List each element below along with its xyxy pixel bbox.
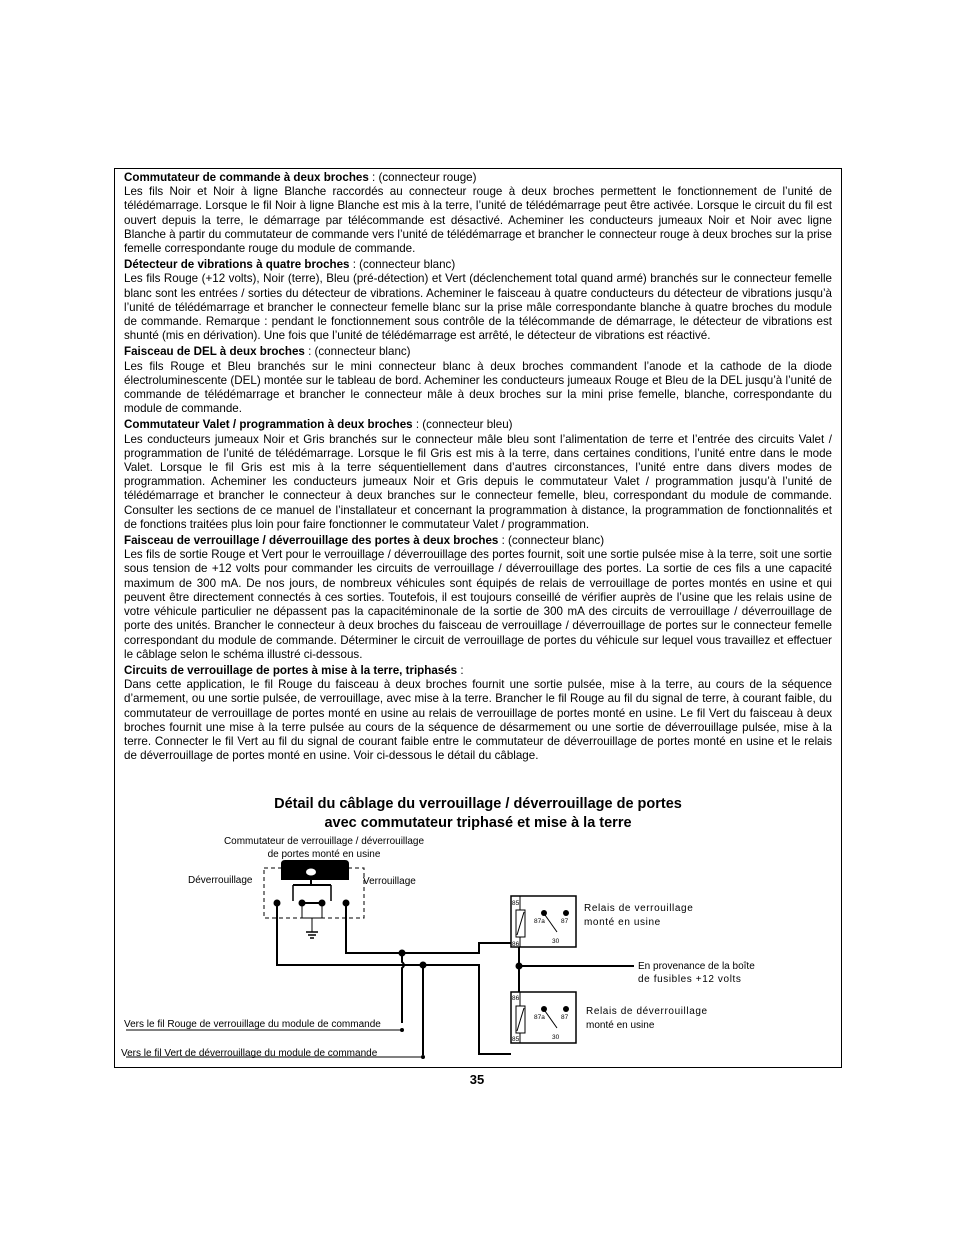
relay-pin-30: 30: [552, 938, 560, 945]
section-body: Les fils Rouge (+12 volts), Noir (terre), Bleu (pré-détection) et Vert (déclenchement total quand armé) branchés sur le connecteur femelle blanc sont les entrées / sorties du détecteur de vibrations. Acheminer le faisceau à quatre conducteurs du détecteur de vibrations jusqu’à l’unité de télédémarrage et brancher le connecteur femelle blanc sur la prise mâle correspondante blanche à quatre broches du module de commande. Remarque : pendant le fonctionnement sous contrôle de la télécommande de démarrage, le détecteur de vibrations est shunté (mis en dérivation). Une fois que l’unité de télédémarrage est arrêté, le détecteur de vibrations est réactivé.: [124, 272, 832, 343]
relay-contact-87a: [541, 1006, 547, 1012]
heading-connector: : (connecteur blanc): [349, 258, 456, 272]
unlock-relay-label-line1: Relais de déverrouillage: [586, 1006, 708, 1017]
section-body: Les fils de sortie Rouge et Vert pour le verrouillage / déverrouillage des portes fournit, soit une sortie pulsée mise à la terre, soit une sortie sous tension de +12 volts pour commander les circuits de verrouillage / déverrouillage des portes. La sortie de ces fils a une capacité maximum de 300 mA. De nos jours, de nombreux véhicules sont équipés de relais de verrouillage de portes montés en usine et qui peuvent être directement connectés à ces sorties. Toutefois, il est toujours conseillé de vérifier auprès de l’usine que les relais usine de votre véhicule particulier ne dépassent pas la capacitéminonale de la sortie de 300 mA des circuits de verrouillage / déverrouillage de porte des unités. Brancher le connecteur à deux broches du faisceau de verrouillage / déverrouillage de portes sur le connecteur femelle correspondant du module de commande. Déterminer le circuit de verrouillage de portes du véhicule sur lequel vous travaillez et effectuer le câblage selon le schéma illustré ci-dessous.: [124, 548, 832, 661]
junction-dot: [516, 963, 523, 970]
relay-pin-85: 85: [512, 900, 520, 907]
red-wire-label: Vers le fil Rouge de verrouillage du module de commande: [124, 1019, 381, 1030]
heading-title: Faisceau de DEL à deux broches: [124, 345, 305, 359]
fuse-label-line2: de fusibles +12 volts: [638, 974, 742, 985]
wire-lock-signal: [346, 903, 402, 953]
heading-title: Circuits de verrouillage de portes à mise à la terre, triphasés: [124, 663, 458, 677]
relay-pin-87a: 87a: [534, 1014, 545, 1021]
wire-red-to-module: [402, 953, 404, 1023]
junction-dot: [400, 1028, 404, 1032]
relay-pin-87: 87: [561, 1014, 569, 1021]
lock-relay: [511, 896, 576, 948]
section-body: Les fils Noir et Noir à ligne Blanche raccordés au connecteur rouge à deux broches permettent le fonctionnement de l’unité de télédémarrage. Lorsque le fil Noir à ligne Blanche est mis à la terre, l’unité de télédémarrage peut être activée. Lorsque le circuit du fil est ouvert depuis la terre, le démarrage par télécommande est désactivé. Acheminer les conducteurs jumeaux Noir et Noir avec ligne Blanche à partir du commutateur de commande vers l’unité de télédémarrage et brancher le connecteur rouge à deux broches sur la prise femelle correspondante rouge du module de commande.: [124, 185, 832, 256]
fuse-label-line1: En provenance de la boîte: [638, 961, 755, 972]
heading-title: Commutateur de commande à deux broches: [124, 171, 369, 184]
relay-pin-87: 87: [561, 918, 569, 925]
relay-pin-30: 30: [552, 1034, 560, 1041]
heading-connector: : (connecteur blanc): [498, 534, 605, 548]
section-body: Les fils Rouge et Bleu branchés sur le mini connecteur blanc à deux broches commandent l’anode et la cathode de la diode électroluminescente (DEL) montée sur le tableau de bord. Acheminer les conducteurs jumeaux Rouge et Bleu de la DEL jusqu’à l’unité de commande de télédémarrage et brancher le connecteur mâle à deux broches sur la mini prise femelle, blanche, correspondante du module de commande.: [124, 359, 832, 416]
lock-label: Verrouillage: [363, 876, 416, 887]
diagram-title-line1: Détail du câblage du verrouillage / déverrouillage de portes: [274, 796, 682, 812]
switch-rocker-hole: [306, 869, 316, 876]
heading-title: Commutateur Valet / programmation à deux broches: [124, 418, 413, 432]
factory-lock-switch: [264, 860, 364, 938]
unlock-relay-label-line2: monté en usine: [586, 1020, 655, 1031]
junction-dot: [399, 950, 406, 957]
green-wire-label: Vers le fil Vert de déverrouillage du module de commande: [121, 1048, 378, 1059]
relay-pin-86: 86: [512, 941, 520, 948]
section-body: Les conducteurs jumeaux Noir et Gris branchés sur le connecteur mâle bleu sont l’alimentation de terre et l’entrée des circuits Valet / programmation de l’unité de télédémarrage. Lorsque le fil Gris est mis à la terre, dans certaines conditions, l’unité entre dans le mode Valet. Lorsque le fil Gris est mis à la terre séquentiellement dans d’autres circonstances, l’unité entre dans divers modes de programmation. Acheminer les conducteurs jumeaux Noir et Gris depuis le commutateur Valet / programmation jusqu’à l’unité de télédémarrage et brancher le connecteur à deux branches sur le connecteur femelle, bleu, correspondant du module de commande. Consulter les sections de ce manuel de l’installateur et concernant la programmation à distance, la programmation de fonctionnalités et de fonctions traitées plus loin pour faire fonctionner le commutateur Valet / programmation.: [124, 432, 832, 531]
relay-contact-87a: [541, 910, 547, 916]
wire-lock-to-relay: [402, 943, 511, 953]
page-number: 35: [469, 1072, 485, 1087]
heading-title: Faisceau de verrouillage / déverrouillage des portes à deux broches: [124, 534, 499, 548]
relay-contact-87: [563, 910, 569, 916]
heading-connector: : (connecteur rouge): [368, 171, 477, 184]
switch-label-line2: de portes monté en usine: [267, 849, 381, 860]
relay-pin-87a: 87a: [534, 918, 545, 925]
heading-connector: :: [457, 663, 464, 677]
switch-label-line1: Commutateur de verrouillage / déverrouillage: [223, 836, 425, 847]
heading-title: Détecteur de vibrations à quatre broches: [124, 258, 350, 272]
diagram-title-line2: avec commutateur triphasé et mise à la terre: [324, 814, 632, 831]
heading-connector: : (connecteur blanc): [304, 345, 411, 359]
junction-dot: [420, 962, 427, 969]
junction-dot: [421, 1055, 425, 1059]
section-body: Dans cette application, le fil Rouge du faisceau à deux broches fournit une sortie pulsée, mise à la terre, au cours de la séquence d’armement, ou une sortie pulsée, de verrouillage, avec mise à la terre. Brancher le fil Rouge au fil du signal de terre, à courant faible, du commutateur de verrouillage de portes monté en usine au relais de verrouillage de portes monté en usine. Le fil Vert du faisceau à deux broches fournit une mise à la terre pulsée au cours de la séquence de désarmement ou une sortie de déverrouillage pulsée, mise à la terre. Connecter le fil Vert au fil du signal de courant faible entre le commutateur de déverrouillage de portes monté en usine et le relais de déverrouillage de portes monté en usine. Voir ci-dessous le détail du câblage.: [124, 678, 832, 763]
wire-unlock-to-relay: [423, 965, 511, 1054]
lock-relay-label-line1: Relais de verrouillage: [584, 903, 694, 914]
relay-contact-87: [563, 1006, 569, 1012]
relay-pin-86: 86: [512, 995, 520, 1002]
lock-relay-label-line2: monté en usine: [584, 917, 661, 928]
relay-pin-85: 85: [512, 1036, 520, 1043]
unlock-label: Déverrouillage: [188, 875, 253, 886]
heading-connector: : (connecteur bleu): [412, 418, 513, 432]
unlock-relay: [511, 992, 576, 1043]
